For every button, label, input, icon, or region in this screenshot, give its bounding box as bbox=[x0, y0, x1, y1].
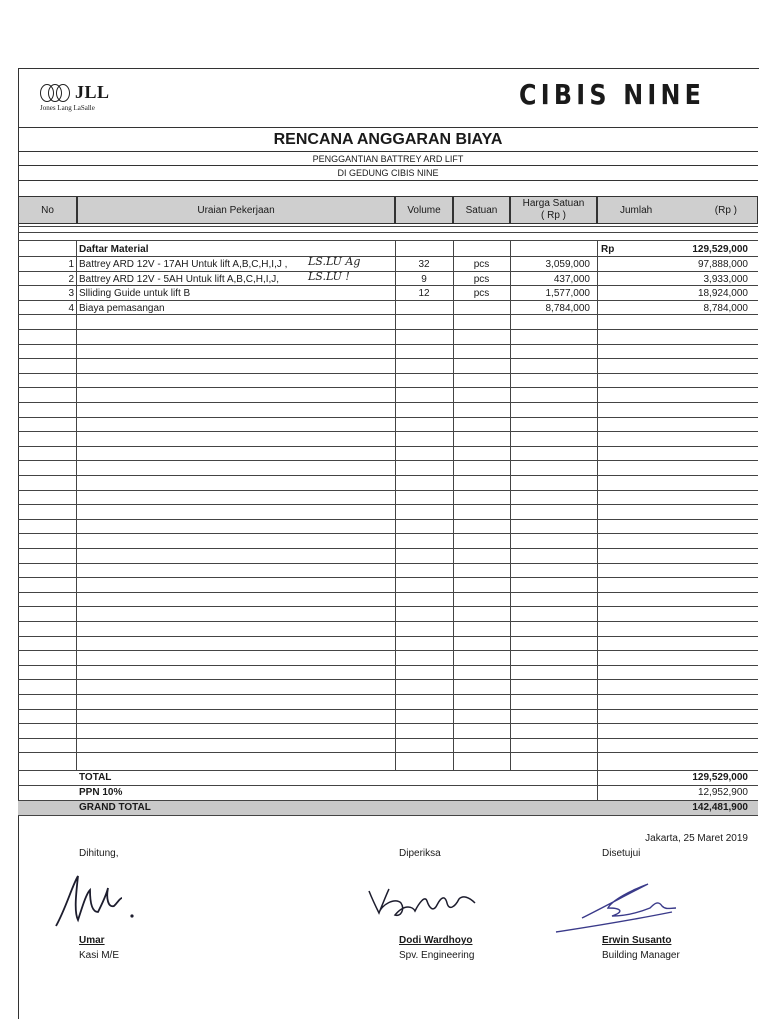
section-amount: 129,529,000 bbox=[692, 244, 748, 255]
signer-name-umar: Umar bbox=[79, 935, 105, 946]
grid-row-line bbox=[18, 402, 758, 403]
row-unit-price: 3,059,000 bbox=[545, 259, 590, 270]
signature-dodi bbox=[365, 883, 480, 928]
divider bbox=[18, 151, 758, 152]
grand-total-label: GRAND TOTAL bbox=[79, 802, 151, 813]
grid-row-line bbox=[18, 519, 758, 520]
signature-umar bbox=[52, 868, 142, 933]
row-handwritten-note: LS.LU Ag bbox=[308, 255, 361, 268]
row-total: 97,888,000 bbox=[697, 259, 748, 270]
row-description: Battrey ARD 12V - 5AH Untuk lift A,B,C,H,I,J, bbox=[79, 274, 280, 285]
row-total: 8,784,000 bbox=[703, 303, 748, 314]
header-no: No bbox=[18, 196, 77, 224]
grid-line bbox=[395, 240, 396, 770]
signer-title-umar: Kasi M/E bbox=[79, 950, 120, 961]
grid-row-line bbox=[18, 504, 758, 505]
row-description: Battrey ARD 12V - 17AH Untuk lift A,B,C,H,I,J , bbox=[79, 259, 288, 270]
grid-line bbox=[453, 240, 454, 770]
row-unit: pcs bbox=[473, 288, 490, 299]
grid-row-line bbox=[18, 300, 758, 301]
grid-row-line bbox=[18, 271, 758, 272]
grid-row-line bbox=[18, 431, 758, 432]
grid-row-line bbox=[18, 358, 758, 359]
row-total: 18,924,000 bbox=[697, 288, 748, 299]
header-jumlah: Jumlah (Rp ) bbox=[597, 196, 758, 224]
grid-row-line bbox=[18, 373, 758, 374]
row-number: 2 bbox=[68, 274, 74, 285]
document-title: RENCANA ANGGARAN BIAYA bbox=[273, 131, 503, 148]
grid-row-line bbox=[18, 446, 758, 447]
ppn-value: 12,952,900 bbox=[697, 787, 748, 798]
grid-line bbox=[510, 240, 511, 770]
grid-row-line bbox=[18, 709, 758, 710]
row-unit: pcs bbox=[473, 274, 490, 285]
grid-row-line bbox=[18, 665, 758, 666]
divider bbox=[18, 165, 758, 166]
row-unit-price: 437,000 bbox=[553, 274, 590, 285]
section-label: Daftar Material bbox=[79, 244, 149, 255]
signer-name-erwin: Erwin Susanto bbox=[602, 935, 672, 946]
row-volume: 9 bbox=[421, 274, 427, 285]
row-number: 3 bbox=[68, 288, 74, 299]
row-unit-price: 8,784,000 bbox=[545, 303, 590, 314]
divider bbox=[18, 180, 758, 181]
grid-row-line bbox=[18, 344, 758, 345]
row-description: Biaya pemasangan bbox=[79, 303, 165, 314]
row-handwritten-note: LS.LU ! bbox=[308, 270, 350, 283]
section-currency: Rp bbox=[601, 244, 615, 255]
grid-line bbox=[597, 240, 598, 815]
grid-row-line bbox=[18, 738, 758, 739]
header-harga: Harga Satuan ( Rp ) bbox=[510, 196, 597, 224]
grid-row-line bbox=[18, 752, 758, 753]
grid-row-line bbox=[18, 417, 758, 418]
grid-row-line bbox=[18, 606, 758, 607]
grid-row-line bbox=[18, 387, 758, 388]
grid-row-line bbox=[18, 490, 758, 491]
divider bbox=[18, 127, 758, 128]
jll-wordmark: JLL bbox=[75, 82, 110, 102]
signer-name-dodi: Dodi Wardhoyo bbox=[399, 935, 473, 946]
row-total: 3,933,000 bbox=[703, 274, 748, 285]
header-uraian: Uraian Pekerjaan bbox=[77, 196, 395, 224]
grid-row-line bbox=[18, 679, 758, 680]
signer-title-dodi: Spv. Engineering bbox=[399, 950, 475, 961]
grand-total-value: 142,481,900 bbox=[692, 802, 748, 813]
role-dihitung: Dihitung, bbox=[79, 848, 119, 859]
grid-row-line bbox=[18, 650, 758, 651]
grid-row-line bbox=[18, 240, 758, 241]
grid-row-line bbox=[18, 592, 758, 593]
ppn-label: PPN 10% bbox=[79, 787, 123, 798]
grid-row-line bbox=[18, 232, 758, 233]
role-disetujui: Disetujui bbox=[602, 848, 641, 859]
grid-row-line bbox=[18, 533, 758, 534]
grid-row-line bbox=[18, 460, 758, 461]
row-description: Slliding Guide untuk lift B bbox=[79, 288, 191, 299]
cibis-nine-logo: CIBIS NINE bbox=[519, 78, 706, 111]
document-subtitle: PENGGANTIAN BATTREY ARD LIFT bbox=[312, 154, 464, 164]
signature-erwin bbox=[552, 878, 692, 938]
grid-row-line bbox=[18, 329, 758, 330]
row-volume: 32 bbox=[418, 259, 430, 270]
grid-row-line bbox=[18, 694, 758, 695]
row-volume: 12 bbox=[418, 288, 430, 299]
total-value: 129,529,000 bbox=[692, 772, 748, 783]
header-satuan: Satuan bbox=[453, 196, 510, 224]
signer-title-erwin: Building Manager bbox=[602, 950, 680, 961]
jll-tagline: Jones Lang LaSalle bbox=[40, 104, 95, 112]
jll-rings-icon bbox=[40, 84, 64, 102]
divider bbox=[18, 815, 758, 816]
grid-line bbox=[76, 240, 77, 770]
grid-row-line bbox=[18, 723, 758, 724]
row-unit: pcs bbox=[473, 259, 490, 270]
jll-logo bbox=[40, 82, 110, 112]
grid-row-line bbox=[18, 621, 758, 622]
header-volume: Volume bbox=[395, 196, 453, 224]
grid-row-line bbox=[18, 226, 758, 227]
grid-row-line bbox=[18, 256, 758, 257]
grid-row-line bbox=[18, 563, 758, 564]
grid-row-line bbox=[18, 475, 758, 476]
row-unit-price: 1,577,000 bbox=[545, 288, 590, 299]
row-number: 1 bbox=[68, 259, 74, 270]
place-date: Jakarta, 25 Maret 2019 bbox=[645, 833, 748, 844]
total-label: TOTAL bbox=[79, 772, 112, 783]
grid-row-line bbox=[18, 577, 758, 578]
role-diperiksa: Diperiksa bbox=[399, 848, 441, 859]
row-number: 4 bbox=[68, 303, 74, 314]
grid-row-line bbox=[18, 636, 758, 637]
grid-row-line bbox=[18, 548, 758, 549]
document-location: DI GEDUNG CIBIS NINE bbox=[337, 168, 439, 178]
